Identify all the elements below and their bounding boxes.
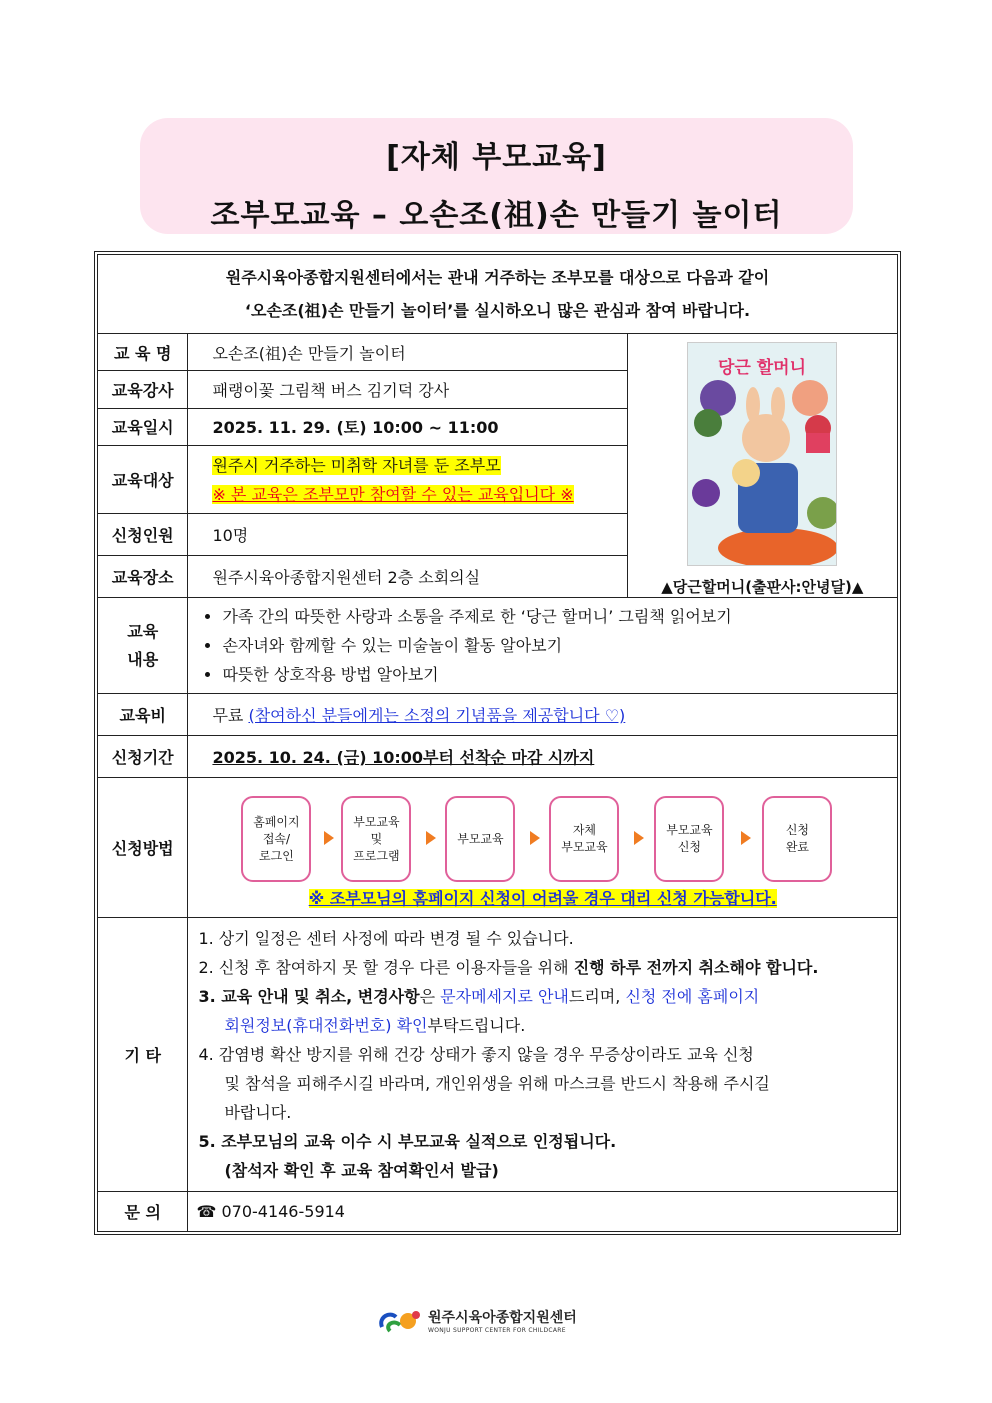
step-label: 홈페이지 접속/ 로그인	[253, 814, 300, 863]
intro-text	[98, 255, 898, 334]
content-item-2: • 손자녀와 함께할 수 있는 미술놀이 활동 알아보기	[222, 631, 897, 660]
etc-item-3-e: 신청 전에 홈페이지	[625, 987, 760, 1006]
lecturer-label: 교육강사	[98, 371, 188, 408]
etc-item-3-g: 부탁드립니다.	[427, 1016, 526, 1035]
datetime-label: 교육일시	[98, 408, 188, 445]
etc-item-3-a: 3. 교육 안내 및 취소, 변경사항	[198, 987, 420, 1006]
etc-item-1: 1. 상기 일정은 센터 사정에 따라 변경 될 수 있습니다.	[198, 929, 574, 948]
capacity-label: 신청인원	[98, 514, 188, 555]
fee-value: 무료	[212, 706, 244, 725]
target-value: 원주시 거주하는 미취학 자녀를 둔 조부모	[212, 455, 501, 475]
etc-cell	[188, 918, 898, 1192]
fee-cell	[188, 694, 898, 736]
arrow-icon	[530, 831, 540, 845]
etc-item-2	[198, 953, 889, 982]
target-cell	[188, 445, 627, 514]
method-label: 신청방법	[98, 778, 188, 918]
etc-item-5-cont: (참석자 확인 후 교육 참여확인서 발급)	[224, 1161, 499, 1180]
book-caption: ▲당근할머니(출판사:안녕달)▲	[661, 578, 864, 596]
etc-item-2-text: 2. 신청 후 참여하지 못 할 경우 다른 이용자들을 위해	[198, 958, 574, 977]
etc-item-3	[198, 982, 889, 1011]
lecturer-value: 패랭이꽃 그림책 버스 김기덕 강사	[188, 371, 627, 408]
contact-value: ☎ 070-4146-5914	[188, 1192, 898, 1232]
etc-item-3-b: 은	[419, 987, 441, 1006]
arrow-icon	[741, 831, 751, 845]
step-complete	[762, 796, 832, 882]
content-cell	[188, 598, 898, 694]
period-cell	[188, 736, 898, 778]
content-label	[98, 598, 188, 694]
etc-item-4: 4. 감염병 확산 방지를 위해 건강 상태가 좋지 않을 경우 무증상이라도 교육 신청	[198, 1045, 754, 1064]
capacity-value: 10명	[188, 514, 627, 555]
etc-item-2-emphasis: 진행 하루 전까지 취소해야 합니다.	[573, 958, 819, 977]
book-cover-illustration	[688, 343, 836, 565]
name-value: 오손조(祖)손 만들기 놀이터	[188, 334, 627, 371]
etc-item-5: 5. 조부모님의 교육 이수 시 부모교육 실적으로 인정됩니다.	[198, 1132, 617, 1151]
footer-name-en: WONJU SUPPORT CENTER FOR CHILDCARE	[428, 1326, 566, 1334]
book-cover-image	[687, 342, 837, 566]
etc-item-3-cont	[198, 1011, 889, 1040]
content-label-1: 교육	[127, 621, 159, 641]
step-parent-education	[445, 796, 515, 882]
step-homepage-login	[241, 796, 311, 882]
place-value: 원주시육아종합지원센터 2층 소회의실	[188, 555, 627, 597]
period-label: 신청기간	[98, 736, 188, 778]
intro-line-2: ‘오손조(祖)손 만들기 놀이터’를 실시하오니 많은 관심과 참여 바랍니다.	[244, 301, 751, 320]
etc-item-4-cont: 및 참석을 피해주시길 바라며, 개인위생을 위해 마스크를 반드시 착용해 주시길	[224, 1074, 770, 1093]
step-apply	[654, 796, 724, 882]
etc-item-3-d: 드리며,	[568, 987, 626, 1006]
arrow-icon	[324, 831, 334, 845]
method-steps	[188, 778, 897, 872]
content-list	[188, 598, 897, 693]
book-cell	[627, 334, 897, 598]
step-self-education	[549, 796, 619, 882]
info-table	[97, 254, 898, 1232]
title-line-2: 조부모교육 – 오손조(祖)손 만들기 놀이터	[210, 198, 783, 233]
arrow-icon	[426, 831, 436, 845]
book-cover-title: 당근 할머니	[718, 358, 807, 378]
intro-line-1: 원주시육아종합지원센터에서는 관내 거주하는 조부모를 대상으로 다음과 같이	[225, 268, 770, 287]
method-note: ※ 조부모님의 홈페이지 신청이 어려울 경우 대리 신청 가능합니다.	[308, 889, 777, 908]
etc-list	[188, 918, 897, 1191]
name-label: 교 육 명	[98, 334, 188, 371]
fee-note: (참여하신 분들에게는 소정의 기념품을 제공합니다 ♡)	[248, 706, 626, 725]
contact-label: 문 의	[98, 1192, 188, 1232]
etc-item-3-c: 문자메세지로 안내	[440, 987, 569, 1006]
period-value: 2025. 10. 24. (금) 10:00부터 선착순 마감 시까지	[212, 748, 595, 767]
footer-logo	[376, 1305, 577, 1335]
content-label-2: 내용	[127, 649, 159, 669]
step-label: 부모교육	[457, 831, 504, 846]
step-label: 부모교육 신청	[666, 823, 713, 854]
step-label: 자체 부모교육	[561, 823, 608, 854]
footer-name-ko: 원주시육아종합지원센터	[428, 1309, 577, 1326]
method-cell	[188, 778, 898, 918]
etc-label: 기 타	[98, 918, 188, 1192]
place-label: 교육장소	[98, 555, 188, 597]
center-logo-icon	[376, 1305, 424, 1335]
content-item-3: • 따뜻한 상호작용 방법 알아보기	[222, 660, 897, 689]
title-line-1: [자체 부모교육]	[386, 140, 607, 175]
fee-label: 교육비	[98, 694, 188, 736]
target-note: ※ 본 교육은 조부모만 참여할 수 있는 교육입니다 ※	[212, 484, 574, 504]
etc-item-4-end: 바랍니다.	[224, 1103, 292, 1122]
target-label: 교육대상	[98, 445, 188, 514]
datetime-value: 2025. 11. 29. (토) 10:00 ~ 11:00	[188, 408, 627, 445]
step-label: 신청 완료	[785, 823, 810, 854]
arrow-icon	[634, 831, 644, 845]
content-item-1: • 가족 간의 따뜻한 사랑과 소통을 주제로 한 ‘당근 할머니’ 그림책 읽어보기	[222, 602, 897, 631]
etc-item-3-f: 회원정보(휴대전화번호) 확인	[224, 1016, 428, 1035]
step-label: 부모교육 및 프로그램	[353, 814, 400, 863]
step-parent-program	[341, 796, 411, 882]
title-banner	[140, 118, 853, 234]
